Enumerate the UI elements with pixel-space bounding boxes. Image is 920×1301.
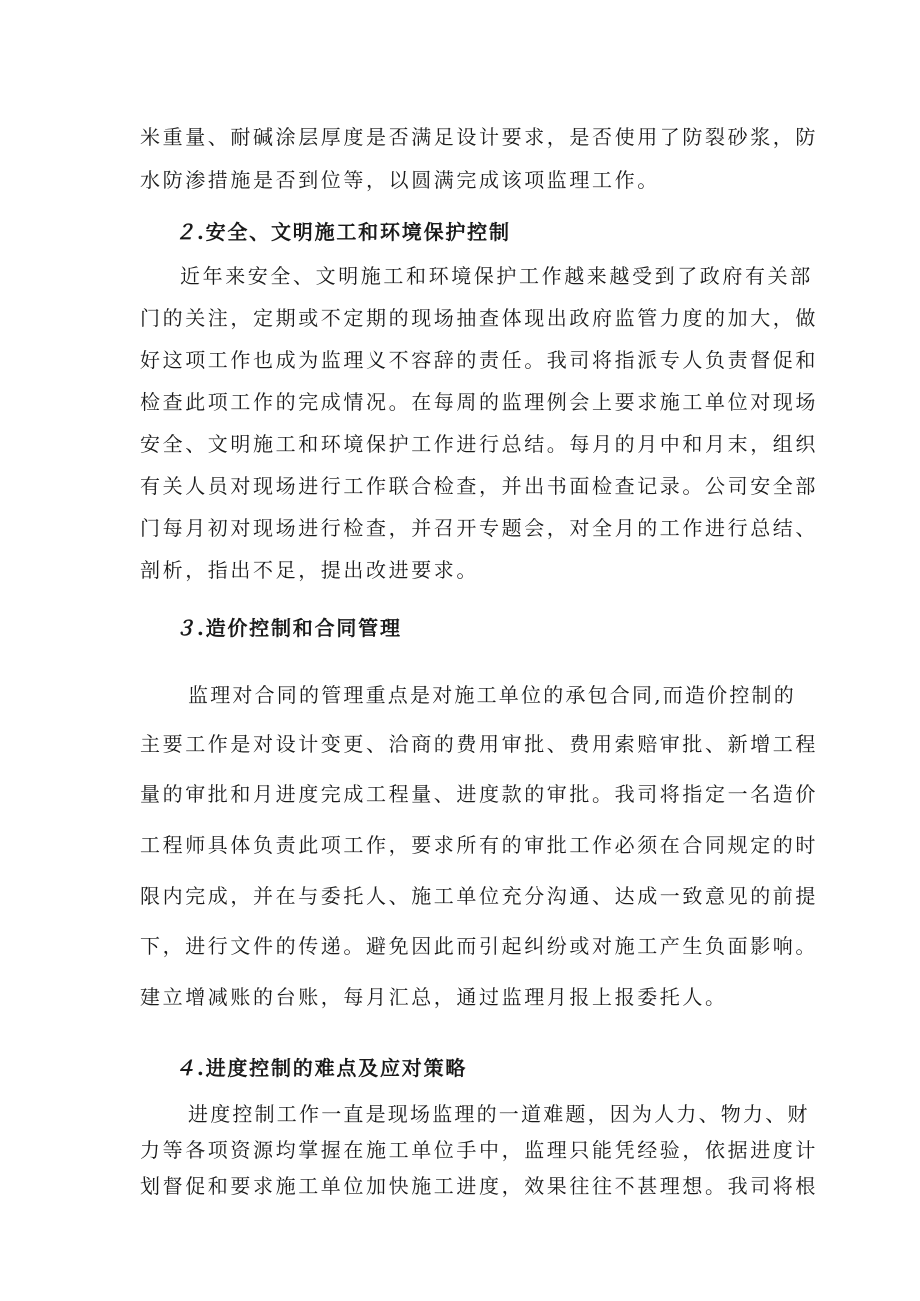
section-number: ４ [175,1056,197,1080]
text-line: 有关人员对现场进行工作联合检查，并出书面检查记录。公司安全部 [140,474,818,498]
text-line: 划督促和要求施工单位加快施工进度，效果往往不甚理想。我司将根 [140,1174,818,1198]
text-line: 限内完成，并在与委托人、施工单位充分沟通、达成一致意见的前提 [140,884,818,908]
text-line: 水防渗措施是否到位等，以圆满完成该项监理工作。 [140,168,660,192]
text-line: 米重量、耐碱涂层厚度是否满足设计要求，是否使用了防裂砂浆，防 [140,125,818,149]
text-line: 力等各项资源均掌握在施工单位手中，监理只能凭经验，依据进度计 [140,1138,818,1162]
text-line: 剖析，指出不足，提出改进要求。 [140,558,479,582]
text-line: 进度控制工作一直是现场监理的一道难题，因为人力、物力、财 [188,1102,810,1126]
text-line: 门的关注，定期或不定期的现场抽查体现出政府监管力度的加大，做 [140,306,818,330]
section-title: .造价控制和合同管理 [196,616,402,640]
section-title: .进度控制的难点及应对策略 [196,1056,468,1080]
section-title: .安全、文明施工和环境保护控制 [196,220,511,244]
section-number: ２ [175,220,197,244]
section-heading-3 [175,614,920,642]
text-line: 建立增减账的台账，每月汇总，通过监理月报上报委托人。 [140,985,728,1009]
text-line: 好这项工作也成为监理义不容辞的责任。我司将指派专人负责督促和 [140,348,818,372]
text-line: 下，进行文件的传递。避免因此而引起纠纷或对施工产生负面影响。 [140,934,818,958]
text-line: 安全、文明施工和环境保护工作进行总结。每月的月中和月末，组织 [140,432,818,456]
text-line: 主要工作是对设计变更、洽商的费用审批、费用索赔审批、新增工程 [140,732,818,756]
text-line: 近年来安全、文明施工和环境保护工作越来越受到了政府有关部 [180,264,813,288]
section-heading-2 [175,218,920,246]
section-number: ３ [175,616,197,640]
text-line: 检查此项工作的完成情况。在每周的监理例会上要求施工单位对现场 [140,390,818,414]
text-line: 监理对合同的管理重点是对施工单位的承包合同,而造价控制的 [188,683,796,707]
text-line: 工程师具体负责此项工作，要求所有的审批工作必须在合同规定的时 [140,833,818,857]
text-line: 量的审批和月进度完成工程量、进度款的审批。我司将指定一名造价 [140,782,818,806]
section-heading-4 [175,1054,920,1082]
text-line: 门每月初对现场进行检查，并召开专题会，对全月的工作进行总结、 [140,516,818,540]
